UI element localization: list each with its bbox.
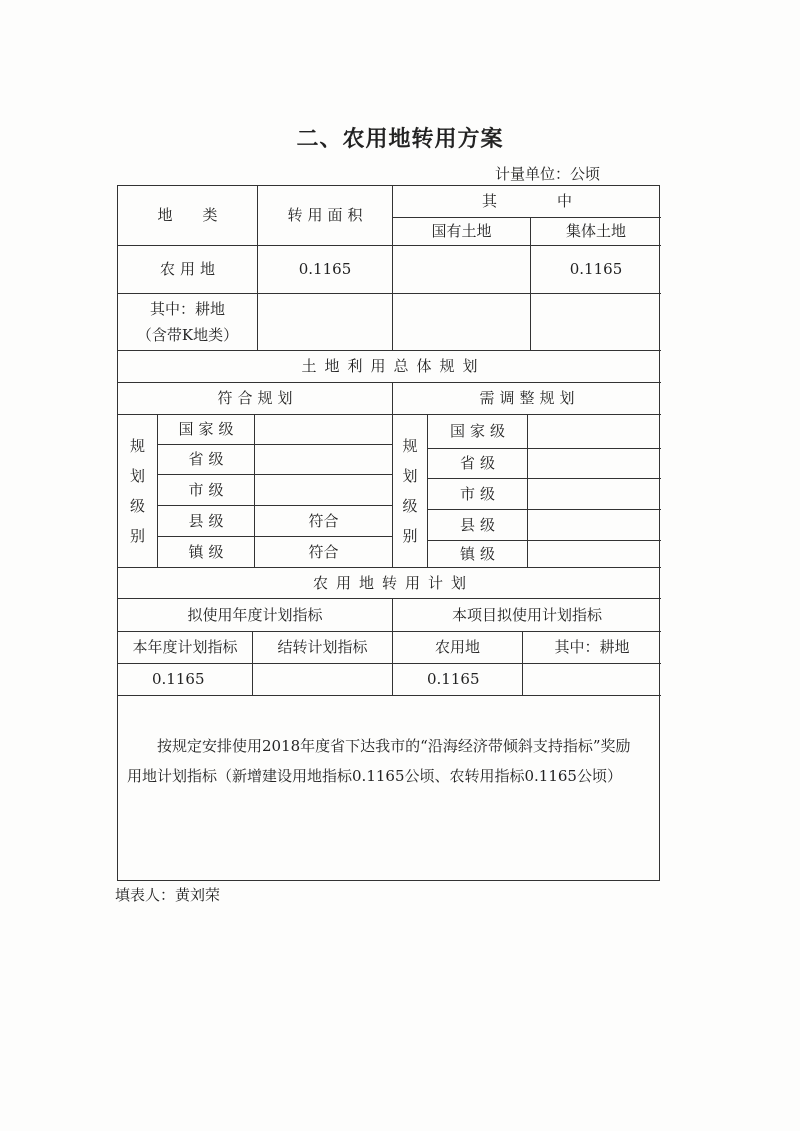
- header-state-land: 国有土地: [393, 218, 531, 246]
- planning-level-label-right: [393, 415, 428, 568]
- row-cultivated-label-line2: （含带K地类）: [136, 326, 239, 344]
- plan-section-title: 农用地转用计划: [118, 568, 661, 599]
- right-value-county: [528, 510, 661, 541]
- level-char: 划: [129, 467, 145, 485]
- row-cultivated-state: [393, 294, 531, 351]
- level-char: 规: [129, 437, 145, 455]
- plan-farmland-value: 0.1165: [393, 664, 523, 696]
- plan-project-group: 本项目拟使用计划指标: [393, 599, 661, 632]
- left-value-city: [255, 475, 393, 506]
- right-level-national: 国家级: [428, 415, 528, 449]
- planning-level-label-left: [118, 415, 158, 568]
- row-cultivated-area: [258, 294, 393, 351]
- row-farmland-label: 农用地: [118, 246, 258, 294]
- header-collective-land: 集体土地: [531, 218, 661, 246]
- row-cultivated-label: [118, 294, 258, 351]
- left-value-national: [255, 415, 393, 445]
- unit-label: 计量单位：公顷: [495, 165, 601, 183]
- plan-current-year-value: 0.1165: [118, 664, 253, 696]
- plan-annual-group: 拟使用年度计划指标: [118, 599, 393, 632]
- right-value-province: [528, 449, 661, 479]
- left-value-province: [255, 445, 393, 475]
- row-farmland-area: 0.1165: [258, 246, 393, 294]
- page-title: 二、农用地转用方案: [296, 126, 504, 152]
- right-level-province: 省级: [428, 449, 528, 479]
- row-farmland-collective: 0.1165: [531, 246, 661, 294]
- left-level-town: 镇级: [158, 537, 255, 568]
- planning-adjust-header: 需调整规划: [393, 383, 661, 415]
- remarks-text: 按规定安排使用2018年度省下达我市的“沿海经济带倾斜支持指标”奖励用地计划指标（新增建设用地指标0.1165公顷、农转用指标0.1165公顷）: [127, 737, 631, 785]
- left-level-county: 县级: [158, 506, 255, 537]
- plan-cultivated-value: [523, 664, 661, 696]
- left-level-national: 国家级: [158, 415, 255, 445]
- level-char: 划: [402, 467, 418, 485]
- left-level-city: 市级: [158, 475, 255, 506]
- level-char: 规: [402, 437, 418, 455]
- header-among: 其 中: [393, 186, 661, 218]
- plan-carryover-header: 结转计划指标: [253, 632, 393, 664]
- row-cultivated-label-line1: 其中：耕地: [149, 300, 225, 318]
- filler-name: 填表人：黄刘荣: [115, 886, 221, 904]
- level-char: 级: [402, 497, 418, 515]
- right-value-national: [528, 415, 661, 449]
- level-char: 别: [129, 527, 145, 545]
- planning-conform-header: 符合规划: [118, 383, 393, 415]
- planning-section-title: 土地利用总体规划: [118, 351, 661, 383]
- right-level-city: 市级: [428, 479, 528, 510]
- level-char: 级: [129, 497, 145, 515]
- header-area: 转用面积: [258, 186, 393, 246]
- plan-farmland-header: 农用地: [393, 632, 523, 664]
- level-char: 别: [402, 527, 418, 545]
- left-level-province: 省级: [158, 445, 255, 475]
- plan-cultivated-header: 其中：耕地: [523, 632, 661, 664]
- row-farmland-state: [393, 246, 531, 294]
- left-value-town: 符合: [255, 537, 393, 568]
- row-cultivated-collective: [531, 294, 661, 351]
- right-level-county: 县级: [428, 510, 528, 541]
- right-value-town: [528, 541, 661, 568]
- plan-current-year-header: 本年度计划指标: [118, 632, 253, 664]
- plan-carryover-value: [253, 664, 393, 696]
- right-level-town: 镇级: [428, 541, 528, 568]
- left-value-county: 符合: [255, 506, 393, 537]
- right-value-city: [528, 479, 661, 510]
- header-land-type: 地 类: [118, 186, 258, 246]
